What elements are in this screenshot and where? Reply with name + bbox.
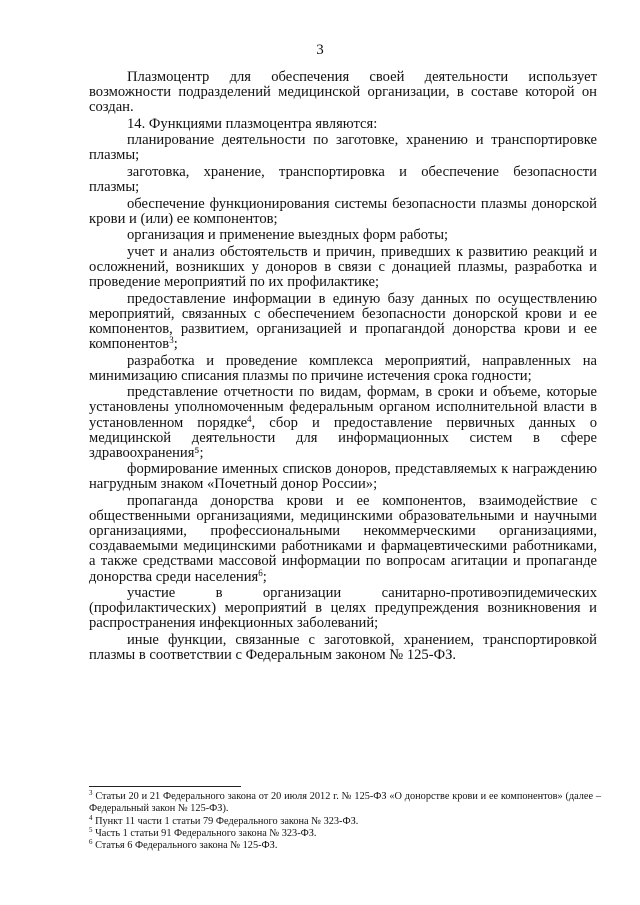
footnote-5 xyxy=(89,825,601,840)
paragraph-3 xyxy=(89,165,597,195)
paragraph-tail: ; xyxy=(173,336,178,353)
footnote-number: 6 xyxy=(89,838,93,847)
paragraph-1 xyxy=(89,117,597,132)
paragraph-12 xyxy=(89,586,597,631)
body-text xyxy=(89,70,597,665)
paragraph-text: обеспечение функционирования системы безопасности плазмы донорской крови и (или) ее компонентов; xyxy=(89,195,597,227)
paragraph-9 xyxy=(89,385,597,460)
paragraph-5 xyxy=(89,228,597,243)
footnote-ref: 3 xyxy=(169,335,174,346)
paragraph-8 xyxy=(89,354,597,384)
footnote-text: Статья 6 Федерального закона № 125-ФЗ. xyxy=(95,840,278,852)
paragraph-tail: ; xyxy=(262,568,267,585)
page-number: 3 xyxy=(316,42,324,58)
paragraph-text: представление отчетности по видам, формам, в сроки и объеме, которые установлены уполномоченным федеральным органом исполнительной власти в установленном порядке xyxy=(89,384,597,431)
footnote-text: Часть 1 статьи 91 Федерального закона № 323-ФЗ. xyxy=(95,827,317,839)
paragraph-text: заготовка, хранение, транспортировка и обеспечение безопасности плазмы; xyxy=(89,164,597,196)
paragraph-tail: , сбор и предоставление первичных данных о медицинской деятельности для информационных систем в сфере здравоохранения⁵; xyxy=(89,414,597,461)
paragraph-7 xyxy=(89,292,597,352)
footnote-number: 5 xyxy=(89,825,93,834)
footnote-divider xyxy=(89,786,241,787)
footnote-3 xyxy=(89,791,601,816)
paragraph-text: формирование именных списков доноров, представляемых к награждению нагрудным знаком «Почетный донор России»; xyxy=(89,461,597,493)
paragraph-4 xyxy=(89,197,597,227)
footnote-text: Пункт 11 части 1 статьи 79 Федерального закона № 323-ФЗ. xyxy=(95,815,359,827)
paragraph-13 xyxy=(89,633,597,663)
paragraph-text: планирование деятельности по заготовке, хранению и транспортировке плазмы; xyxy=(89,132,597,164)
paragraph-text: предоставление информации в единую базу данных по осуществлению мероприятий, связанных с обеспечением безопасности донорской крови и ее компонентов, развитием, организацией и пропагандой донорства крови и ее компонентов xyxy=(89,290,597,353)
paragraph-text: разработка и проведение комплекса мероприятий, направленных на минимизацию списания плазмы по причине истечения срока годности; xyxy=(89,352,597,384)
footnote-number: 4 xyxy=(89,813,93,822)
footnotes xyxy=(89,791,601,852)
paragraph-text: иные функции, связанные с заготовкой, хранением, транспортировкой плазмы в соответствии с Федеральным законом № 125-ФЗ. xyxy=(89,631,597,663)
footnote-6 xyxy=(89,840,601,852)
paragraph-text: пропаганда донорства крови и ее компонентов, взаимодействие с общественными организациями, медицинскими образовательными и научными организациями, профессиональными некоммерческими организациями, создаваемыми медицинскими работниками и фармацевтическими работниками, а также средствами массовой информации по вопросам агитации и пропаганде донорства среди населения xyxy=(89,493,597,585)
paragraph-6 xyxy=(89,245,597,290)
paragraph-0 xyxy=(89,70,597,115)
footnote-4 xyxy=(89,813,601,828)
paragraph-text: 14. Функциями плазмоцентра являются: xyxy=(127,115,378,132)
paragraph-text: участие в организации санитарно-противоэпидемических (профилактических) мероприятий в целях предупреждения возникновения и распространения инфекционных заболеваний; xyxy=(89,585,597,632)
paragraph-10 xyxy=(89,462,597,492)
footnote-number: 3 xyxy=(89,789,93,797)
paragraph-2 xyxy=(89,133,597,163)
footnote-ref: 6 xyxy=(258,567,263,578)
paragraph-text: учет и анализ обстоятельств и причин, приведших к развитию реакций и осложнений, возникших у доноров в связи с донацией плазмы, разработка и проведение мероприятий по их профилактике; xyxy=(89,244,597,291)
paragraph-text: организация и применение выездных форм работы; xyxy=(127,227,449,244)
footnote-text: Статьи 20 и 21 Федерального закона от 20 июля 2012 г. № 125-ФЗ «О донорстве крови и ее компонентов» (далее – Федеральный закон № 125-ФЗ). xyxy=(89,791,601,815)
footnote-ref: 4 xyxy=(247,413,252,424)
paragraph-text: Плазмоцентр для обеспечения своей деятельности использует возможности подразделений медицинской организации, в составе которой он создан. xyxy=(89,69,597,116)
paragraph-11 xyxy=(89,494,597,585)
